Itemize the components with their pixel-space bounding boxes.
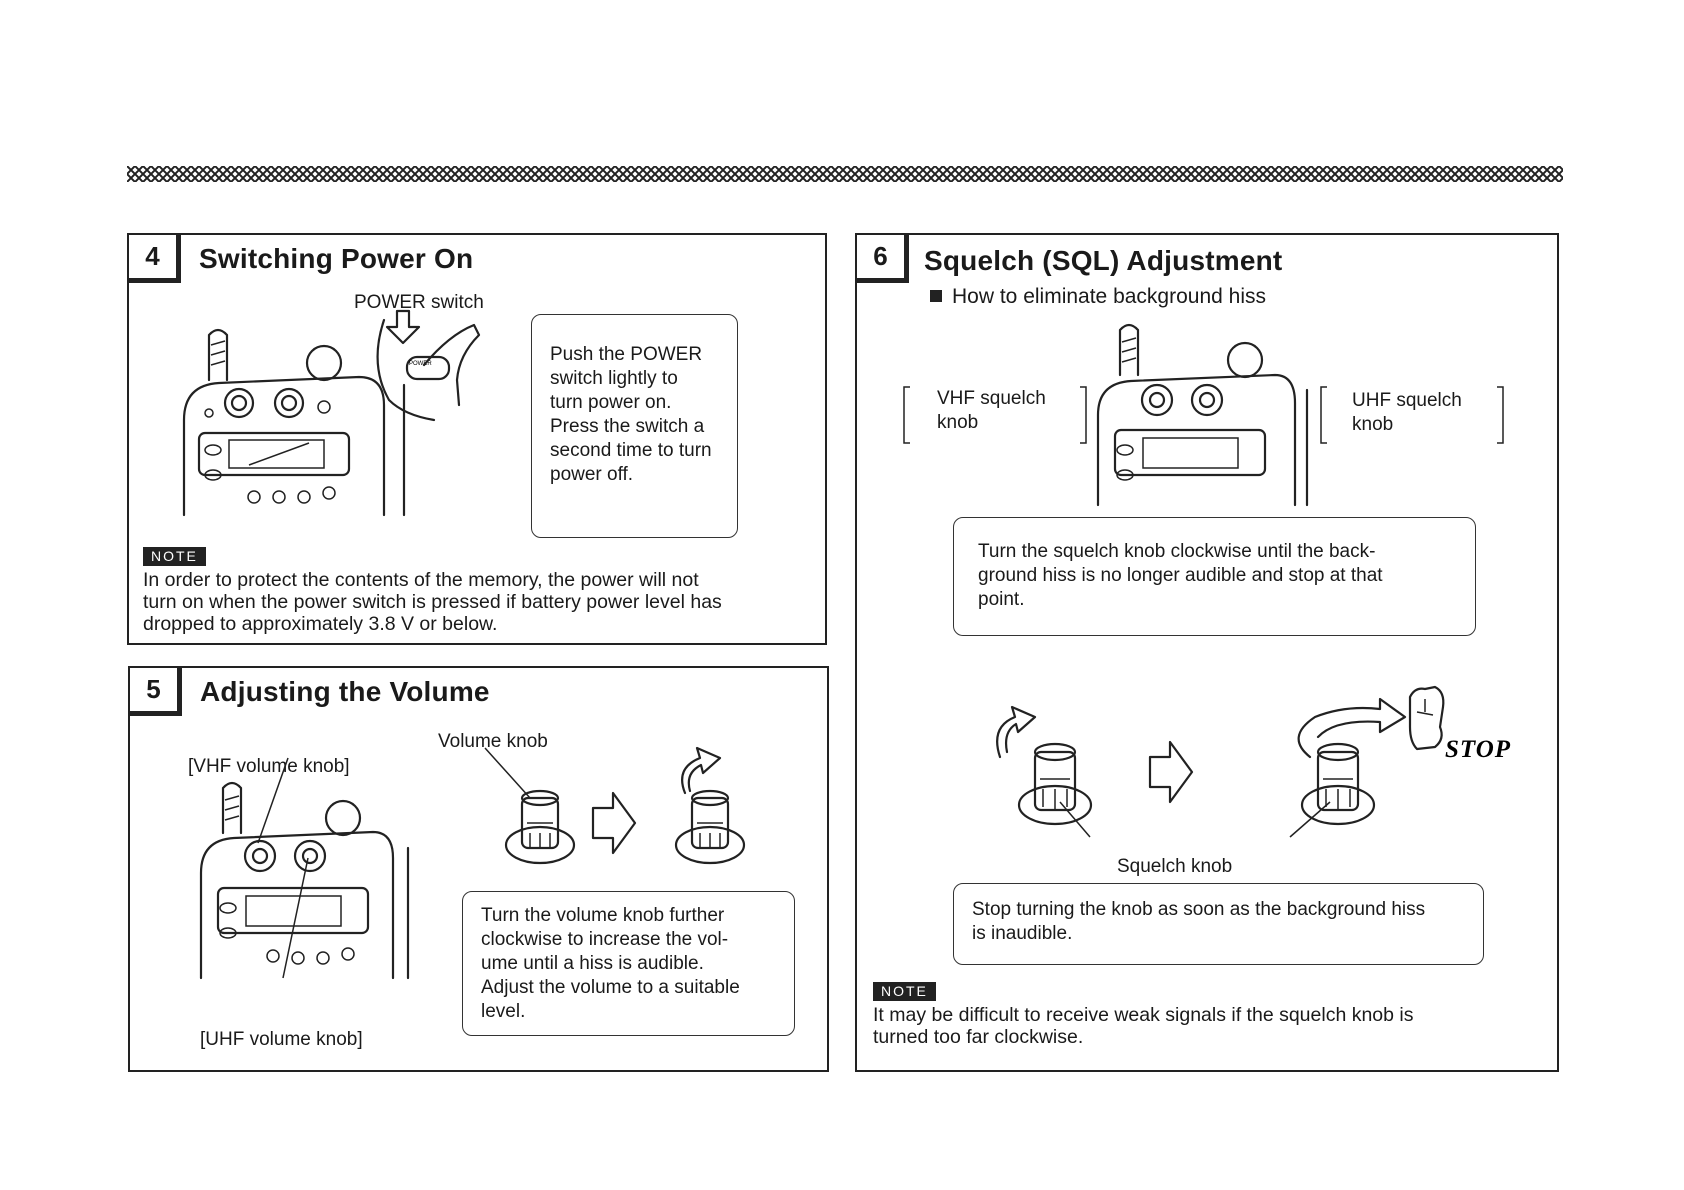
section-number: 4 xyxy=(129,235,181,283)
label-line: UHF squelch xyxy=(1352,390,1462,411)
note-line: turned too far clockwise. xyxy=(873,1026,1084,1048)
subtitle-text: How to eliminate background hiss xyxy=(952,285,1266,308)
radio-illustration xyxy=(1095,325,1315,505)
radio-illustration xyxy=(198,778,418,978)
note-badge: NOTE xyxy=(143,547,206,566)
uhf-squelch-knob-label xyxy=(1352,389,1462,437)
box-line: switch lightly to xyxy=(550,368,678,389)
note-line: dropped to approximately 3.8 V or below. xyxy=(143,613,498,635)
box-line: is inaudible. xyxy=(972,923,1073,944)
section-squelch-adjustment xyxy=(855,233,1559,1072)
volume-knob-label: Volume knob xyxy=(438,731,548,752)
stop-instructions-box xyxy=(953,883,1484,965)
box-line: Turn the squelch knob clockwise until the back- xyxy=(978,541,1376,562)
label-line: VHF squelch xyxy=(937,388,1046,409)
section-number: 5 xyxy=(130,668,182,716)
section-title: Squelch (SQL) Adjustment xyxy=(924,245,1283,276)
section-subtitle xyxy=(930,285,1266,309)
volume-instructions-box xyxy=(462,891,795,1036)
squelch-instructions-box xyxy=(953,517,1476,636)
vhf-squelch-knob-label xyxy=(937,387,1046,435)
squelch-knob-turn-illustration xyxy=(985,677,1512,857)
volume-knob-turn-illustration xyxy=(485,743,760,873)
box-line: turn power on. xyxy=(550,392,672,413)
box-line: clockwise to increase the vol- xyxy=(481,929,729,950)
power-instructions-box xyxy=(531,314,738,538)
decorative-border-strip xyxy=(127,166,1563,182)
uhf-volume-knob-label: [UHF volume knob] xyxy=(200,1029,363,1050)
note-line: In order to protect the contents of the memory, the power will not xyxy=(143,569,699,591)
note-text xyxy=(143,569,722,635)
box-line: power off. xyxy=(550,464,634,485)
box-line: point. xyxy=(978,589,1025,610)
squelch-knob-label: Squelch knob xyxy=(1117,856,1233,877)
box-line: Push the POWER xyxy=(550,344,703,365)
bullet-square-icon xyxy=(930,290,942,302)
box-line: Press the switch a xyxy=(550,416,705,437)
note-line: It may be difficult to receive weak signals if the squelch knob is xyxy=(873,1004,1414,1026)
section-adjusting-volume xyxy=(128,666,829,1072)
power-switch-label: POWER switch xyxy=(354,292,484,313)
label-line: knob xyxy=(1352,414,1394,435)
box-line: ume until a hiss is audible. xyxy=(481,953,704,974)
box-line: second time to turn xyxy=(550,440,712,461)
power-key-text: POWER xyxy=(409,361,432,367)
stop-label: STOP xyxy=(1445,736,1512,763)
note-badge: NOTE xyxy=(873,982,936,1001)
note-text xyxy=(873,1004,1414,1048)
box-line: level. xyxy=(481,1001,526,1022)
vhf-volume-knob-label: [VHF volume knob] xyxy=(188,756,350,777)
section-switching-power-on xyxy=(127,233,827,645)
label-line: knob xyxy=(937,412,979,433)
note-line: turn on when the power switch is pressed if battery power level has xyxy=(143,591,722,613)
box-line: ground hiss is no longer audible and stop at that xyxy=(978,565,1383,586)
section-number: 6 xyxy=(857,235,909,283)
box-line: Turn the volume knob further xyxy=(481,905,725,926)
section-title: Adjusting the Volume xyxy=(200,676,490,707)
power-switch-press-illustration xyxy=(379,305,489,435)
section-title: Switching Power On xyxy=(199,243,474,274)
box-line: Stop turning the knob as soon as the background hiss xyxy=(972,899,1426,920)
box-line: Adjust the volume to a suitable xyxy=(481,977,740,998)
